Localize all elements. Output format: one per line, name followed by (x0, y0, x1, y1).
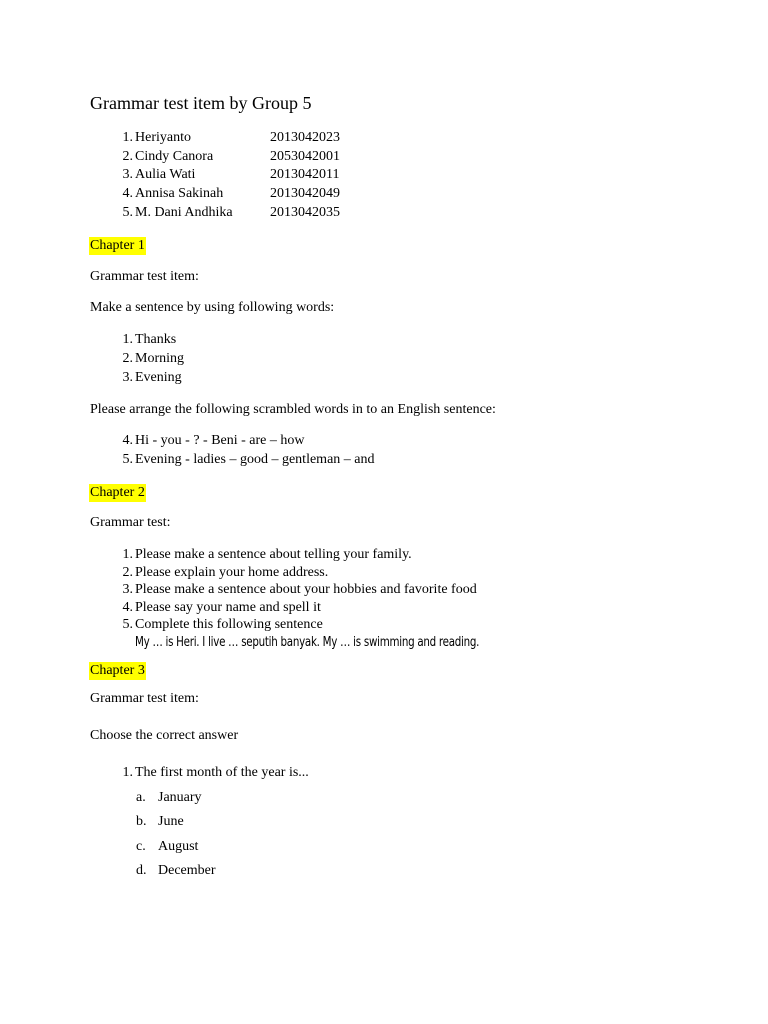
member-id: 2013042023 (270, 130, 340, 145)
question-text: Please make a sentence about telling your family. (135, 547, 412, 562)
question-item: 3. (122, 582, 133, 597)
chapter-1-instruction-2: Please arrange the following scrambled words in to an English sentence: (90, 402, 496, 417)
member-id: 2013042011 (270, 167, 340, 182)
member-name: Heriyanto (135, 130, 191, 145)
scrambled-item: 5. (122, 452, 133, 467)
question-text: Complete this following sentence (135, 617, 323, 632)
question-item: 2. (122, 565, 133, 580)
word-item: 2. (122, 351, 133, 366)
member-item: 4. (122, 186, 133, 201)
word-text: Thanks (135, 332, 177, 347)
member-item: 1. (122, 130, 133, 145)
scrambled-text: Evening - ladies – good – gentleman – and (135, 452, 375, 467)
member-name: Cindy Canora (135, 149, 214, 164)
option-text: January (158, 790, 202, 805)
document-title: Grammar test item by Group 5 (90, 93, 312, 113)
question-item: 5. (122, 617, 133, 632)
word-item: 3. (122, 370, 133, 385)
option-letter: d. (136, 863, 147, 878)
chapter-1-label: Grammar test item: (90, 269, 199, 284)
word-item: 1. (122, 332, 133, 347)
member-id: 2013042049 (270, 186, 340, 201)
option-letter: b. (136, 814, 147, 829)
member-item: 5. (122, 205, 133, 220)
chapter-1-instruction: Make a sentence by using following words: (90, 300, 335, 315)
scrambled-item: 4. (122, 433, 133, 448)
chapter-3-heading: Chapter 3 (90, 663, 145, 678)
word-text: Morning (135, 351, 184, 366)
question-text: Please say your name and spell it (135, 600, 321, 615)
option-text: December (158, 863, 216, 878)
member-name: M. Dani Andhika (135, 205, 233, 220)
question-text: Please explain your home address. (135, 565, 329, 580)
question-item: 4. (122, 600, 133, 615)
chapter-2-label: Grammar test: (90, 515, 171, 530)
member-item: 2. (122, 149, 133, 164)
member-id: 2053042001 (270, 149, 340, 164)
fill-in-sentence: My … is Heri. I live … seputih banyak. My … is swimming and reading. (135, 635, 480, 650)
question-item: 1. (122, 765, 133, 780)
option-text: August (158, 839, 199, 854)
member-item: 3. (122, 167, 133, 182)
option-letter: a. (136, 790, 146, 805)
question-text: Please make a sentence about your hobbies and favorite food (135, 582, 477, 597)
scrambled-text: Hi - you - ? - Beni - are – how (135, 433, 305, 448)
chapter-3-instruction: Choose the correct answer (90, 728, 239, 743)
chapter-1-heading: Chapter 1 (90, 238, 145, 253)
question-text: The first month of the year is... (135, 765, 309, 780)
word-text: Evening (135, 370, 182, 385)
question-item: 1. (122, 547, 133, 562)
member-name: Annisa Sakinah (135, 186, 224, 201)
option-letter: c. (136, 839, 146, 854)
option-text: June (158, 814, 184, 829)
chapter-2-heading: Chapter 2 (90, 485, 145, 500)
member-id: 2013042035 (270, 205, 340, 220)
chapter-3-label: Grammar test item: (90, 691, 199, 706)
member-name: Aulia Wati (135, 167, 196, 182)
